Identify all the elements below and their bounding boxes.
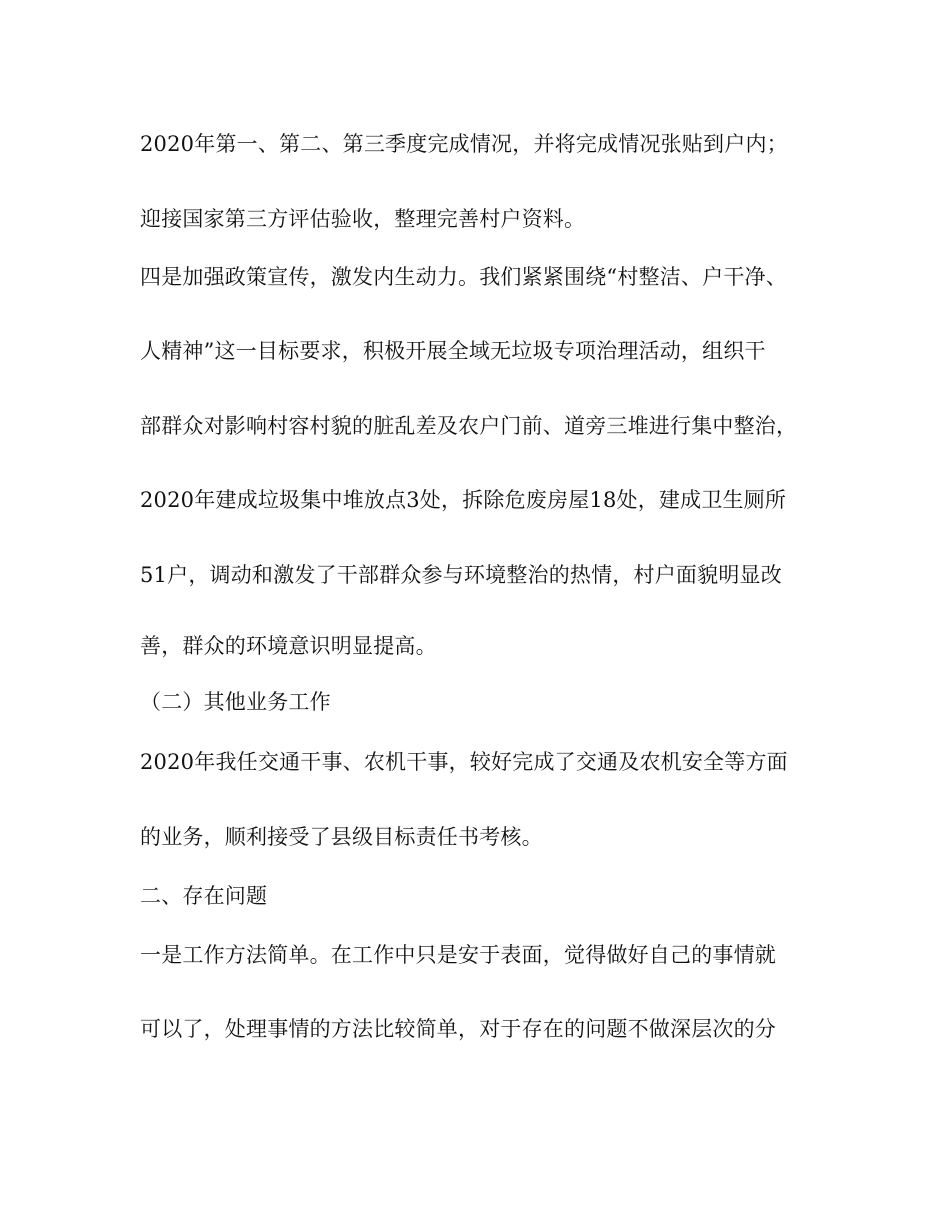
text-line: 一是工作方法简单。在工作中只是安于表面，觉得做好自己的事情就 <box>140 943 776 967</box>
section-heading: （二）其他业务工作 <box>140 690 331 714</box>
text-line: 人精神”这一目标要求，积极开展全域无垃圾专项治理活动，组织干 <box>140 339 766 363</box>
section-heading: 二、存在问题 <box>140 884 268 908</box>
text-line: 2020年建成垃圾集中堆放点3处，拆除危废房屋18处，建成卫生厕所 <box>140 488 787 512</box>
text-line: 迎接国家第三方评估验收，整理完善村户资料。 <box>140 207 586 231</box>
text-line: 善，群众的环境意识明显提高。 <box>140 634 437 658</box>
text-line: 可以了，处理事情的方法比较简单，对于存在的问题不做深层次的分 <box>140 1017 776 1041</box>
text-line: 的业务，顺利接受了县级目标责任书考核。 <box>140 825 543 849</box>
text-line: 2020年第一、第二、第三季度完成情况，并将完成情况张贴到户内； <box>140 132 788 156</box>
text-line: 四是加强政策宣传，激发内生动力。我们紧紧围绕“村整洁、户干净、 <box>140 265 787 289</box>
text-line: 2020年我任交通干事、农机干事，较好完成了交通及农机安全等方面 <box>140 750 788 774</box>
text-line: 部群众对影响村容村貌的脏乱差及农户门前、道旁三堆进行集中整治， <box>140 414 798 438</box>
text-line: 51户，调动和激发了干部群众参与环境整治的热情，村户面貌明显改 <box>140 563 782 587</box>
